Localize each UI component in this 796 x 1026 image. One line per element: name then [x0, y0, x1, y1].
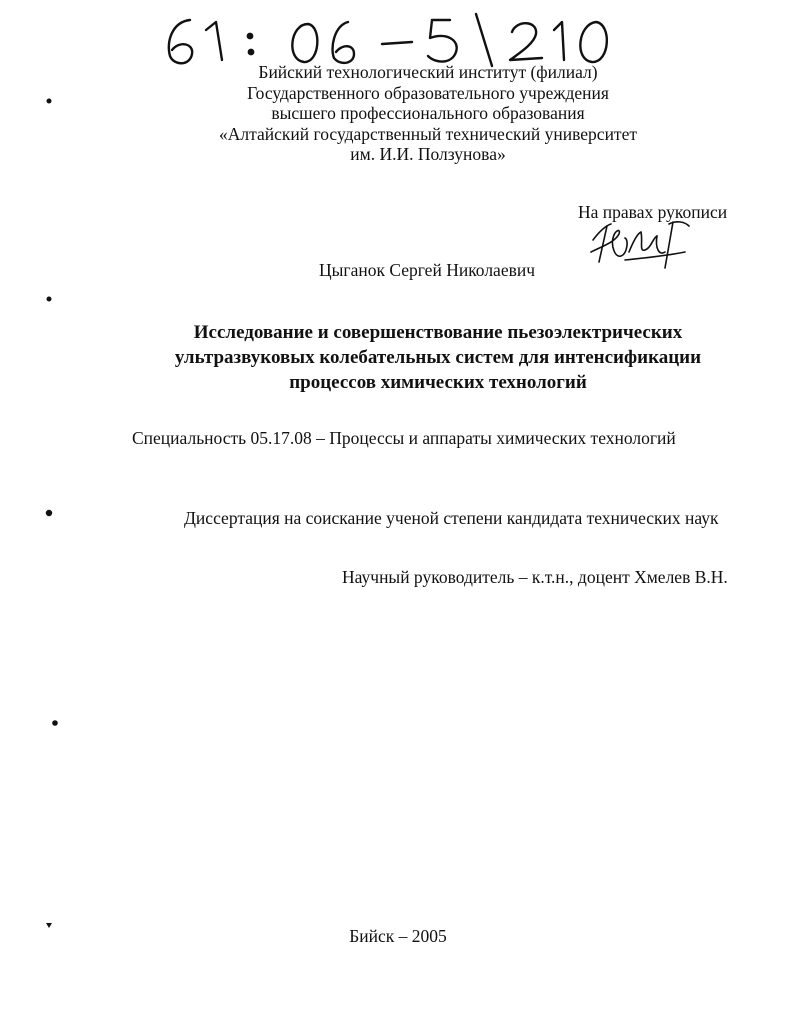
institution-line: высшего профессионального образования [271, 103, 585, 123]
author-signature [585, 212, 695, 272]
margin-mark-icon [44, 920, 54, 930]
margin-mark-icon [44, 96, 54, 106]
margin-mark-icon [50, 718, 60, 728]
handwritten-catalog-number [150, 8, 630, 70]
degree-statement: Диссертация на соискание ученой степени кандидата технических наук [184, 508, 719, 528]
institution-header [140, 62, 716, 165]
title-line: Исследование и совершенствование пьезоэлектрических [193, 322, 683, 343]
institution-line: Государственного образовательного учреждения [247, 82, 609, 103]
dissertation-title [130, 320, 746, 395]
manuscript-rights-note: На правах рукописи [578, 202, 728, 222]
city-and-year: Бийск – 2005 [349, 926, 447, 946]
institution-line: Бийский технологический институт (филиал) [258, 62, 598, 82]
author-name: Цыганок Сергей Николаевич [319, 260, 536, 280]
institution-line: «Алтайский государственный технический университет [219, 123, 637, 144]
scientific-supervisor: Научный руководитель – к.т.н., доцент Хмелев В.Н. [342, 567, 728, 587]
institution-line: им. И.И. Ползунова» [350, 144, 506, 164]
specialty-line: Специальность 05.17.08 – Процессы и аппараты химических технологий [132, 428, 676, 448]
margin-mark-icon [44, 508, 54, 518]
title-line: ультразвуковых колебательных систем для интенсификации [174, 347, 702, 368]
title-line: процессов химических технологий [289, 372, 587, 393]
margin-mark-icon [44, 294, 54, 304]
